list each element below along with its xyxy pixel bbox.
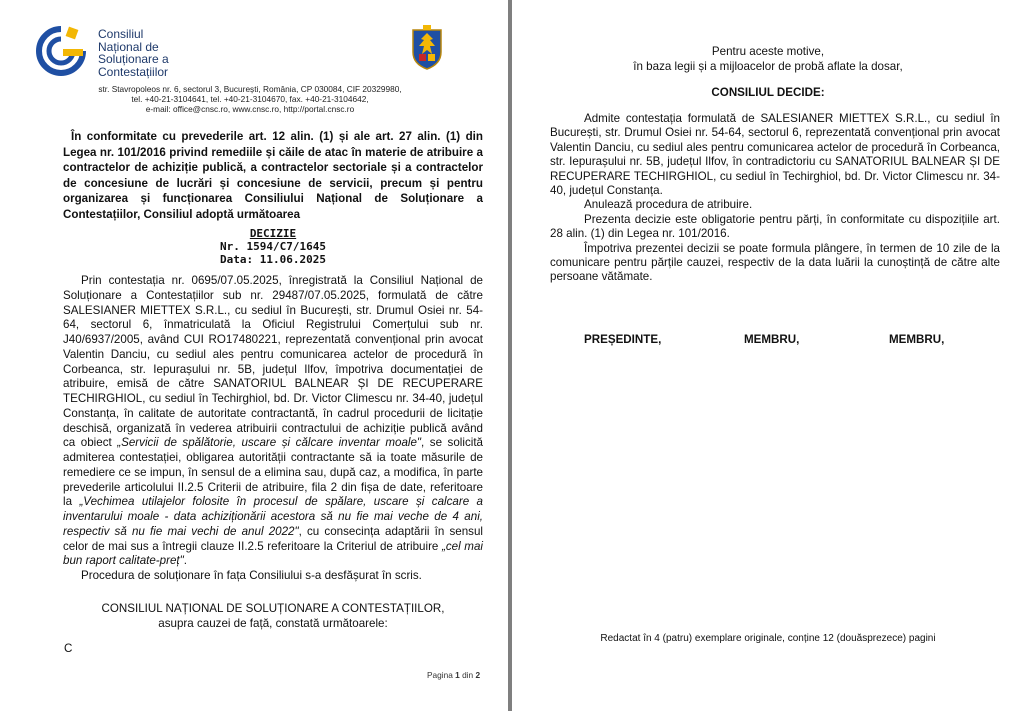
logo-line: Național de [98,39,159,54]
decision-number: Nr. 1594/C7/1645 [220,240,326,253]
signature-president: PREȘEDINTE, [584,333,662,346]
motive-line: în baza legii și a mijloacelor de probă aflate la dosar, [633,59,903,73]
text-segment: , cu consecința adaptării în sensul celor de mai sus a întregii clauze II.2.5 referitoare la Criteriul de atribuire [63,524,484,553]
cnsc-logo [36,26,236,78]
total-pages: 2 [475,670,481,680]
text-segment: , se solicită admiterea contestației, obligarea autorității contractante să ia toate măsurile de remediere ce se impun, în sensul de a elimina sau, după caz, a modifica, în parte prevederile articolului II.2.5 Criterii de atribuire, fila 2 din fișa de date, referitoare la [63,436,483,509]
page-label: Pagina [427,670,456,680]
copies-note: Redactat în 4 (patru) exemplare originale, conține 12 (douăsprezece) pagini [600,633,936,644]
decision-header [63,227,483,266]
page-left [0,0,508,711]
romania-coat-of-arms-icon [409,24,445,70]
text-segment: Prin contestația nr. 0695/07.05.2025, înregistrată la Consiliul Național de Soluționare a Contestațiilor sub nr. 29487/07.05.2025, formulată de către SALESIANER MIETTEX S.R.L., cu sediul în București, str. Drumul Osiei nr. 54-64, sectorul 6, înmatriculată la Oficiul Registrului Comerțului sub nr. J40/6937/2005, având CUI RO17480221, reprezentată convențional prin avocat Valentin Danciu, cu sediul ales pentru comunicarea actelor de procedură în Corbeanca, str. Iepurașului nr. 5B, județul Ilfov, împotriva documentației de atribuire, emisă de către SANATORIUL BALNEAR ȘI DE RECUPERARE TECHIRGHIOL, cu sediul în Techirghiol, bd. Dr. Victor Climescu nr. 34-40, județul Constanța, în calitate de autoritate contractantă, în cadrul procedurii de licitație deschisă, organizată în vederea atribuirii contractului de achiziție publică având ca obiect [63,274,483,450]
paragraph-binding: Prezenta decizie este obligatorie pentru părți, în conformitate cu dispozițiile art. 28 alin. (1) din Legea nr. 101/2016. [550,212,1000,241]
decision-body [63,274,483,584]
address-line: e-mail: office@cnsc.ro, www.cnsc.ro, http://portal.cnsc.ro [145,103,355,114]
council-decides-heading: CONSILIUL DECIDE: [711,86,825,99]
page-right [512,0,1024,711]
paragraph-admits: Admite contestația formulată de SALESIANER MIETTEX S.R.L., cu sediul în București, str. Drumul Osiei nr. 54-64, sectorul 6, reprezentată convențional prin avocat Valentin Danciu, cu sediul ales pentru comunicarea actelor de procedură în Corbeanca, str. Iepurașului nr. 5B, județul Ilfov, în contradictoriu cu SANATORIUL BALNEAR ȘI DE RECUPERARE TECHIRGHIOL, cu sediul în Techirghiol, bd. Dr. Victor Climescu nr. 34-40, județul Constanța. [550,112,1000,198]
logo-line: Contestațiilor [98,64,169,79]
address-line: tel. +40-21-3104641, tel. +40-21-3104670, fax. +40-21-3104642, [131,93,369,104]
quoted-object: „Servicii de spălătorie, uscare și călcare inventar moale" [117,436,422,450]
logo-line: Consiliul [98,27,144,41]
page-number [427,670,480,680]
council-heading-line: CONSILIUL NAȚIONAL DE SOLUȚIONARE A CONTESTAȚIILOR, [101,602,445,615]
decision-title: DECIZIE [249,227,297,240]
current-page: 1 [455,670,460,680]
decision-operative-part [550,112,1000,285]
paragraph-appeal: Împotriva prezentei decizii se poate formula plângere, în termen de 10 zile de la comunicare pentru părțile cauzei, respectiv de la data luării la cunoștință de către alte persoane vătămate. [550,241,1000,284]
decision-date: Data: 11.06.2025 [220,253,326,266]
logo-line: Soluționare a [98,52,169,66]
council-heading-line: asupra cauzei de față, constată următoarele: [158,616,388,630]
address-block [60,85,440,114]
quoted-criterion: „Vechimea utilajelor folosite în procesul de spălare, uscare și calcare a inventarului moale - data achiziționării acestora să nu fie mai veche de 4 ani, respectiv să nu fie mai vechi de anul 2022" [63,495,484,538]
cnsc-logo-text [98,28,169,78]
page-of: din [459,670,476,680]
signature-member: MEMBRU, [744,333,800,346]
motive-block [512,45,1024,74]
council-heading [63,602,483,631]
paragraph-contestation [63,274,483,569]
cnsc-logo-icon [36,26,86,76]
address-line: str. Stavropoleos nr. 6, sectorul 3, București, România, CP 030084, CIF 20329980, [98,84,402,94]
truncated-text: C [64,642,73,655]
motive-line: Pentru aceste motive, [711,45,825,58]
signature-member: MEMBRU, [889,333,945,346]
legal-intro: În conformitate cu prevederile art. 12 alin. (1) și ale art. 27 alin. (1) din Legea nr. 101/2016 privind remediile și căile de atac în materie de atribuire a contractelor de achiziție publică, a contractelor sectoriale și a contractelor de concesiune de lucrări și concesiune de servicii, precum și pentru organizarea și funcționarea Consiliului Național de Soluționare a Contestațiilor, Consiliul adoptă următoarea [63,130,483,221]
paragraph-annuls: Anulează procedura de atribuire. [584,198,753,212]
quoted-award-criterion: „cel mai bun raport calitate-preț" [63,539,483,568]
text-segment: . [183,554,187,568]
paragraph-procedure: Procedura de soluționare în fața Consiliului s-a desfășurat în scris. [81,569,422,582]
